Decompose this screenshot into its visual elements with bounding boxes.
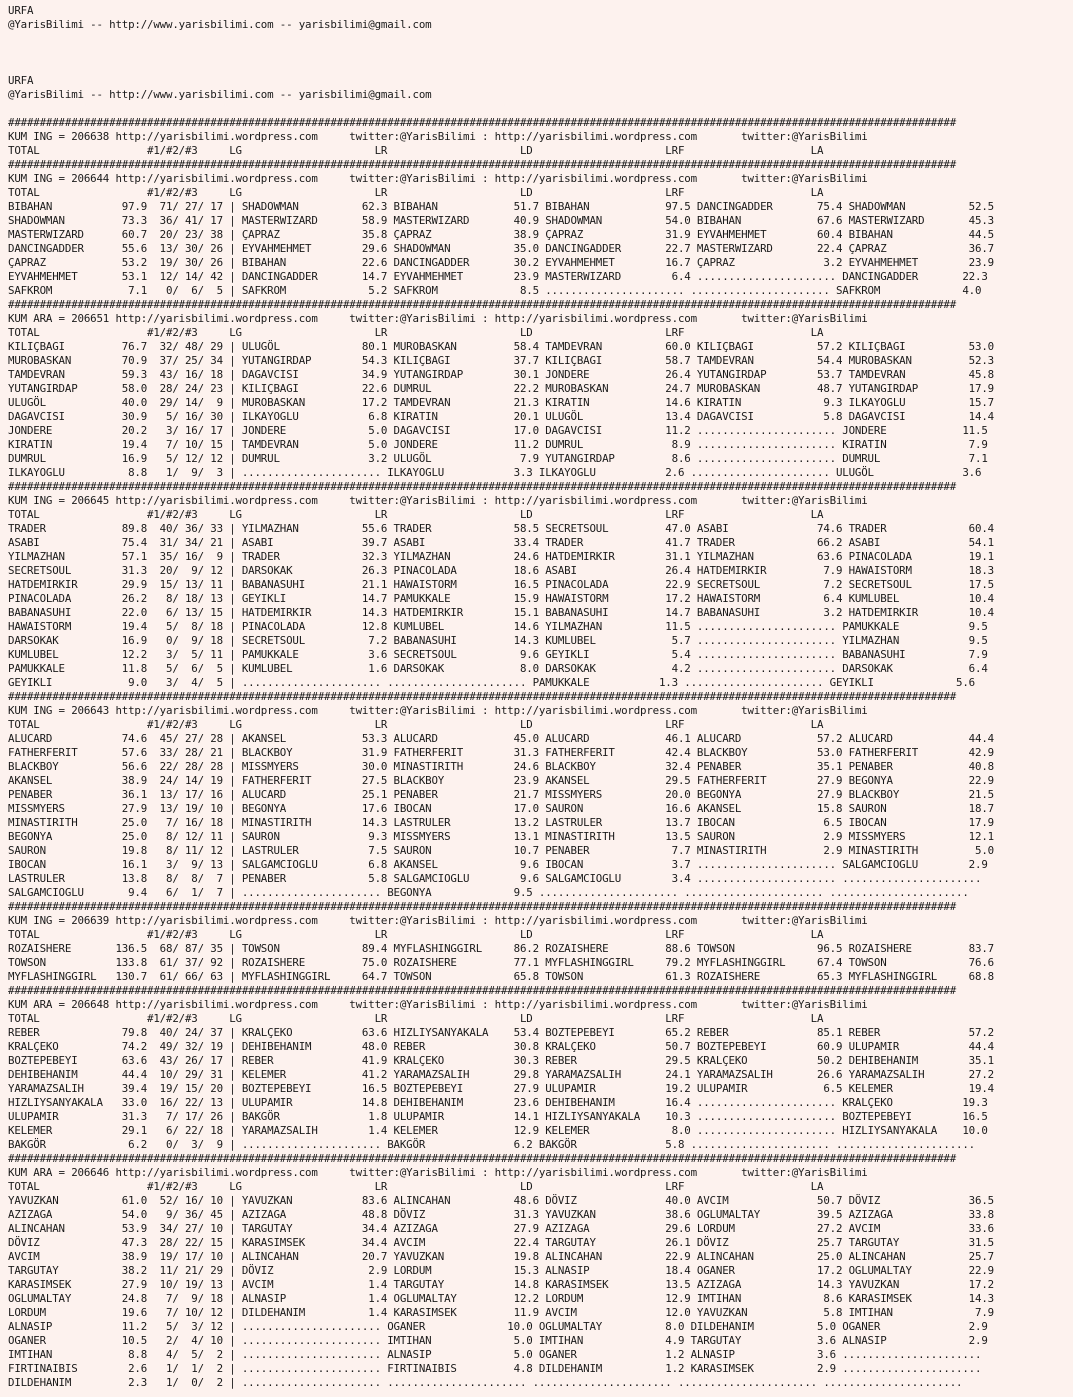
horse-row: TAMDEVRAN 59.3 43/ 16/ 18 | DAGAVCISI 34.9 YUTANGIRDAP 30.1 JONDERE 26.4 YUTANGIRDAP 53.7 TAMDEVRAN 45.8 <box>8 368 994 381</box>
horse-row: LORDUM 19.6 7/ 10/ 12 | DILDEHANIM 1.4 KARASIMSEK 11.9 AVCIM 12.0 YAVUZKAN 5.8 IMTIHAN 7.9 <box>8 1306 994 1319</box>
horse-row: AKANSEL 38.9 24/ 14/ 19 | FATHERFERIT 27.5 BLACKBOY 23.9 AKANSEL 29.5 FATHERFERIT 27.9 BEGONYA 22.9 <box>8 774 994 787</box>
column-header-line: TOTAL #1/#2/#3 LG LR LD LRF LA <box>8 718 824 731</box>
horse-row: DUMRUL 16.9 5/ 12/ 12 | DUMRUL 3.2 ULUGÖL 7.9 YUTANGIRDAP 8.6 ...................... DUMRUL 7.1 <box>8 452 988 465</box>
horse-row: PAMUKKALE 11.8 5/ 6/ 5 | KUMLUBEL 1.6 DARSOKAK 8.0 DARSOKAK 4.2 ...................... DARSOKAK 6.4 <box>8 662 988 675</box>
horse-row: DANCINGADDER 55.6 13/ 30/ 26 | EYVAHMEHMET 29.6 SHADOWMAN 35.0 DANCINGADDER 22.7 MASTERWIZARD 22.4 ÇAPRAZ 36.7 <box>8 242 994 255</box>
horse-row: KILIÇBAGI 76.7 32/ 48/ 29 | ULUGÖL 80.1 MUROBASKAN 58.4 TAMDEVRAN 60.0 KILIÇBAGI 57.2 KILIÇBAGI 53.0 <box>8 340 994 353</box>
horse-row: AZIZAGA 54.0 9/ 36/ 45 | AZIZAGA 48.8 DÖVIZ 31.3 YAVUZKAN 38.6 OGLUMALTAY 39.5 AZIZAGA 33.8 <box>8 1208 994 1221</box>
horse-row: KUMLUBEL 12.2 3/ 5/ 11 | PAMUKKALE 3.6 SECRETSOUL 9.6 GEYIKLI 5.4 ...................... BABANASUHI 7.9 <box>8 648 988 661</box>
horse-row: LASTRULER 13.8 8/ 8/ 7 | PENABER 5.8 SALGAMCIOGLU 9.6 SALGAMCIOGLU 3.4 ...................... ...................... <box>8 872 982 885</box>
contact-line: @YarisBilimi -- http://www.yarisbilimi.com -- yarisbilimi@gmail.com <box>8 18 432 31</box>
separator-line: ###################################################################################################################################################### <box>8 1152 957 1165</box>
horse-row: SECRETSOUL 31.3 20/ 9/ 12 | DARSOKAK 26.3 PINACOLADA 18.6 ASABI 26.4 HATDEMIRKIR 7.9 HAWAISTORM 18.3 <box>8 564 994 577</box>
horse-row: SAURON 19.8 8/ 11/ 12 | LASTRULER 7.5 SAURON 10.7 PENABER 7.7 MINASTIRITH 2.9 MINASTIRITH 5.0 <box>8 844 994 857</box>
horse-row: MYFLASHINGGIRL 130.7 61/ 66/ 63 | MYFLASHINGGIRL 64.7 TOWSON 65.8 TOWSON 61.3 ROZAISHERE 65.3 MYFLASHINGGIRL 68.8 <box>8 970 994 983</box>
column-header-line: TOTAL #1/#2/#3 LG LR LD LRF LA <box>8 928 824 941</box>
horse-row: DÖVIZ 47.3 28/ 22/ 15 | KARASIMSEK 34.4 AVCIM 22.4 TARGUTAY 26.1 DÖVIZ 25.7 TARGUTAY 31.5 <box>8 1236 994 1249</box>
horse-row: ÇAPRAZ 53.2 19/ 30/ 26 | BIBAHAN 22.6 DANCINGADDER 30.2 EYVAHMEHMET 16.7 ÇAPRAZ 3.2 EYVAHMEHMET 23.9 <box>8 256 994 269</box>
column-header-line: TOTAL #1/#2/#3 LG LR LD LRF LA <box>8 508 824 521</box>
horse-row: SAFKROM 7.1 0/ 6/ 5 | SAFKROM 5.2 SAFKROM 8.5 ...................... ...................... SAFKROM 4.0 <box>8 284 982 297</box>
horse-row: GEYIKLI 9.0 3/ 4/ 5 | ...................... ...................... PAMUKKALE 1.3 ...................... GEYIKLI 5.6 <box>8 676 976 689</box>
blank-line <box>8 32 1073 46</box>
horse-row: JONDERE 20.2 3/ 16/ 17 | JONDERE 5.0 DAGAVCISI 17.0 DAGAVCISI 11.2 ...................... JONDERE 11.5 <box>8 424 988 437</box>
horse-row: DEHIBEHANIM 44.4 10/ 29/ 31 | KELEMER 41.2 YARAMAZSALIH 29.8 YARAMAZSALIH 24.1 YARAMAZSALIH 26.6 YARAMAZSALIH 27.2 <box>8 1068 994 1081</box>
horse-row: DILDEHANIM 2.3 1/ 0/ 2 | ...................... ...................... ...................... ...................... ...................... <box>8 1376 963 1389</box>
race-header-line: KUM ING = 206639 http://yarisbilimi.wordpress.com twitter:@YarisBilimi : http://yarisbilimi.wordpress.com twitter:@YarisBilimi <box>8 914 868 927</box>
separator-line: ###################################################################################################################################################### <box>8 984 957 997</box>
horse-row: OGANER 10.5 2/ 4/ 10 | ...................... IMTIHAN 5.0 IMTIHAN 4.9 TARGUTAY 3.6 ALNASIP 2.9 <box>8 1334 988 1347</box>
horse-row: YAVUZKAN 61.0 52/ 16/ 10 | YAVUZKAN 83.6 ALINCAHAN 48.6 DÖVIZ 40.0 AVCIM 50.7 DÖVIZ 36.5 <box>8 1194 994 1207</box>
horse-row: PENABER 36.1 13/ 17/ 16 | ALUCARD 25.1 PENABER 21.7 MISSMYERS 20.0 BEGONYA 27.9 BLACKBOY 21.5 <box>8 788 994 801</box>
horse-row: TOWSON 133.8 61/ 37/ 92 | ROZAISHERE 75.0 ROZAISHERE 77.1 MYFLASHINGGIRL 79.2 MYFLASHINGGIRL 67.4 TOWSON 76.6 <box>8 956 994 969</box>
separator-line: ###################################################################################################################################################### <box>8 480 957 493</box>
horse-row: OGLUMALTAY 24.8 7/ 9/ 18 | ALNASIP 1.4 OGLUMALTAY 12.2 LORDUM 12.9 IMTIHAN 8.6 KARASIMSEK 14.3 <box>8 1292 994 1305</box>
horse-row: KARASIMSEK 27.9 10/ 19/ 13 | AVCIM 1.4 TARGUTAY 14.8 KARASIMSEK 13.5 AZIZAGA 14.3 YAVUZKAN 17.2 <box>8 1278 994 1291</box>
horse-row: HAWAISTORM 19.4 5/ 8/ 18 | PINACOLADA 12.8 KUMLUBEL 14.6 YILMAZHAN 11.5 ...................... PAMUKKALE 9.5 <box>8 620 988 633</box>
horse-row: ULUGÖL 40.0 29/ 14/ 9 | MUROBASKAN 17.2 TAMDEVRAN 21.3 KIRATIN 14.6 KIRATIN 9.3 ILKAYOGLU 15.7 <box>8 396 994 409</box>
race-header-line: KUM ING = 206644 http://yarisbilimi.wordpress.com twitter:@YarisBilimi : http://yarisbilimi.wordpress.com twitter:@YarisBilimi <box>8 172 868 185</box>
race-header-line: KUM ING = 206645 http://yarisbilimi.wordpress.com twitter:@YarisBilimi : http://yarisbilimi.wordpress.com twitter:@YarisBilimi <box>8 494 868 507</box>
race-header-line: KUM ING = 206638 http://yarisbilimi.wordpress.com twitter:@YarisBilimi : http://yarisbilimi.wordpress.com twitter:@YarisBilimi <box>8 130 868 143</box>
horse-row: ASABI 75.4 31/ 34/ 21 | ASABI 39.7 ASABI 33.4 TRADER 41.7 TRADER 66.2 ASABI 54.1 <box>8 536 994 549</box>
column-header-line: TOTAL #1/#2/#3 LG LR LD LRF LA <box>8 144 824 157</box>
separator-line: ###################################################################################################################################################### <box>8 116 957 129</box>
horse-row: BIBAHAN 97.9 71/ 27/ 17 | SHADOWMAN 62.3 BIBAHAN 51.7 BIBAHAN 97.5 DANCINGADDER 75.4 SHADOWMAN 52.5 <box>8 200 994 213</box>
horse-row: HIZLIYSANYAKALA 33.0 16/ 22/ 13 | ULUPAMIR 14.8 DEHIBEHANIM 23.6 DEHIBEHANIM 16.4 ...................... KRALÇEKO 19.3 <box>8 1096 988 1109</box>
column-header-line: TOTAL #1/#2/#3 LG LR LD LRF LA <box>8 326 824 339</box>
horse-row: ROZAISHERE 136.5 68/ 87/ 35 | TOWSON 89.4 MYFLASHINGGIRL 86.2 ROZAISHERE 88.6 TOWSON 96.5 ROZAISHERE 83.7 <box>8 942 994 955</box>
race-header-line: KUM ARA = 206646 http://yarisbilimi.wordpress.com twitter:@YarisBilimi : http://yarisbilimi.wordpress.com twitter:@YarisBilimi <box>8 1166 868 1179</box>
horse-row: AVCIM 38.9 19/ 17/ 10 | ALINCAHAN 20.7 YAVUZKAN 19.8 ALINCAHAN 22.9 ALINCAHAN 25.0 ALINCAHAN 25.7 <box>8 1250 994 1263</box>
horse-row: BLACKBOY 56.6 22/ 28/ 28 | MISSMYERS 30.0 MINASTIRITH 24.6 BLACKBOY 32.4 PENABER 35.1 PENABER 40.8 <box>8 760 994 773</box>
blank-line <box>8 60 1073 74</box>
horse-row: DAGAVCISI 30.9 5/ 16/ 30 | ILKAYOGLU 6.8 KIRATIN 20.1 ULUGÖL 13.4 DAGAVCISI 5.8 DAGAVCISI 14.4 <box>8 410 994 423</box>
horse-row: FATHERFERIT 57.6 33/ 28/ 21 | BLACKBOY 31.9 FATHERFERIT 31.3 FATHERFERIT 42.4 BLACKBOY 53.0 FATHERFERIT 42.9 <box>8 746 994 759</box>
column-header-line: TOTAL #1/#2/#3 LG LR LD LRF LA <box>8 1180 824 1193</box>
horse-row: MUROBASKAN 70.9 37/ 25/ 34 | YUTANGIRDAP 54.3 KILIÇBAGI 37.7 KILIÇBAGI 58.7 TAMDEVRAN 54.4 MUROBASKAN 52.3 <box>8 354 994 367</box>
horse-row: BOZTEPEBEYI 63.6 43/ 26/ 17 | REBER 41.9 KRALÇEKO 30.3 REBER 29.5 KRALÇEKO 50.2 DEHIBEHANIM 35.1 <box>8 1054 994 1067</box>
separator-line: ###################################################################################################################################################### <box>8 298 957 311</box>
horse-row: IMTIHAN 8.8 4/ 5/ 2 | ...................... ALNASIP 5.0 OGANER 1.2 ALNASIP 3.6 ...................... <box>8 1348 982 1361</box>
horse-row: KRALÇEKO 74.2 49/ 32/ 19 | DEHIBEHANIM 48.0 REBER 30.8 KRALÇEKO 50.7 BOZTEPEBEYI 60.9 ULUPAMIR 44.4 <box>8 1040 994 1053</box>
horse-row: TARGUTAY 38.2 11/ 21/ 29 | DÖVIZ 2.9 LORDUM 15.3 ALNASIP 18.4 OGANER 17.2 OGLUMALTAY 22.9 <box>8 1264 994 1277</box>
horse-row: KELEMER 29.1 6/ 22/ 18 | YARAMAZSALIH 1.4 KELEMER 12.9 KELEMER 8.0 ...................... HIZLIYSANYAKALA 10.0 <box>8 1124 988 1137</box>
horse-row: ALNASIP 11.2 5/ 3/ 12 | ...................... OGANER 10.0 OGLUMALTAY 8.0 DILDEHANIM 5.0 OGANER 2.9 <box>8 1320 988 1333</box>
horse-row: SALGAMCIOGLU 9.4 6/ 1/ 7 | ...................... BEGONYA 9.5 ...................... ...................... ...................... <box>8 886 969 899</box>
horse-row: MISSMYERS 27.9 13/ 19/ 10 | BEGONYA 17.6 IBOCAN 17.0 SAURON 16.6 AKANSEL 15.8 SAURON 18.7 <box>8 802 994 815</box>
horse-row: EYVAHMEHMET 53.1 12/ 14/ 42 | DANCINGADDER 14.7 EYVAHMEHMET 23.9 MASTERWIZARD 6.4 ...................... DANCINGADDER 22.3 <box>8 270 988 283</box>
horse-row: ALINCAHAN 53.9 34/ 27/ 10 | TARGUTAY 34.4 AZIZAGA 27.9 AZIZAGA 29.6 LORDUM 27.2 AVCIM 33.6 <box>8 1222 994 1235</box>
horse-row: HATDEMIRKIR 29.9 15/ 13/ 11 | BABANASUHI 21.1 HAWAISTORM 16.5 PINACOLADA 22.9 SECRETSOUL 7.2 SECRETSOUL 17.5 <box>8 578 994 591</box>
race-header-line: KUM ING = 206643 http://yarisbilimi.wordpress.com twitter:@YarisBilimi : http://yarisbilimi.wordpress.com twitter:@YarisBilimi <box>8 704 868 717</box>
separator-line: ###################################################################################################################################################### <box>8 900 957 913</box>
separator-line: ###################################################################################################################################################### <box>8 158 957 171</box>
horse-row: MINASTIRITH 25.0 7/ 16/ 18 | MINASTIRITH 14.3 LASTRULER 13.2 LASTRULER 13.7 IBOCAN 6.5 IBOCAN 17.9 <box>8 816 994 829</box>
horse-row: KIRATIN 19.4 7/ 10/ 15 | TAMDEVRAN 5.0 JONDERE 11.2 DUMRUL 8.9 ...................... KIRATIN 7.9 <box>8 438 988 451</box>
horse-row: REBER 79.8 40/ 24/ 37 | KRALÇEKO 63.6 HIZLIYSANYAKALA 53.4 BOZTEPEBEYI 65.2 REBER 85.1 REBER 57.2 <box>8 1026 994 1039</box>
city-title: URFA <box>8 74 34 87</box>
race-header-line: KUM ARA = 206648 http://yarisbilimi.wordpress.com twitter:@YarisBilimi : http://yarisbilimi.wordpress.com twitter:@YarisBilimi <box>8 998 868 1011</box>
horse-row: ULUPAMIR 31.3 7/ 17/ 26 | BAKGÖR 1.8 ULUPAMIR 14.1 HIZLIYSANYAKALA 10.3 ...................... BOZTEPEBEYI 16.5 <box>8 1110 988 1123</box>
horse-row: YARAMAZSALIH 39.4 19/ 15/ 20 | BOZTEPEBEYI 16.5 BOZTEPEBEYI 27.9 ULUPAMIR 19.2 ULUPAMIR 6.5 KELEMER 19.4 <box>8 1082 994 1095</box>
horse-row: BAKGÖR 6.2 0/ 3/ 9 | ...................... BAKGÖR 6.2 BAKGÖR 5.8 ...................... ...................... <box>8 1138 976 1151</box>
blank-line <box>8 102 1073 116</box>
horse-row: BEGONYA 25.0 8/ 12/ 11 | SAURON 9.3 MISSMYERS 13.1 MINASTIRITH 13.5 SAURON 2.9 MISSMYERS 12.1 <box>8 830 994 843</box>
horse-row: FIRTINAIBIS 2.6 1/ 1/ 2 | ...................... FIRTINAIBIS 4.8 DILDEHANIM 1.2 KARASIMSEK 2.9 ...................... <box>8 1362 982 1375</box>
horse-row: SHADOWMAN 73.3 36/ 41/ 17 | MASTERWIZARD 58.9 MASTERWIZARD 40.9 SHADOWMAN 54.0 BIBAHAN 67.6 MASTERWIZARD 45.3 <box>8 214 994 227</box>
horse-row: TRADER 89.8 40/ 36/ 33 | YILMAZHAN 55.6 TRADER 58.5 SECRETSOUL 47.0 ASABI 74.6 TRADER 60.4 <box>8 522 994 535</box>
horse-row: YUTANGIRDAP 58.0 28/ 24/ 23 | KILIÇBAGI 22.6 DUMRUL 22.2 MUROBASKAN 24.7 MUROBASKAN 48.7 YUTANGIRDAP 17.9 <box>8 382 994 395</box>
city-title: URFA <box>8 4 34 17</box>
blank-line <box>8 46 1073 60</box>
column-header-line: TOTAL #1/#2/#3 LG LR LD LRF LA <box>8 186 824 199</box>
column-header-line: TOTAL #1/#2/#3 LG LR LD LRF LA <box>8 1012 824 1025</box>
horse-row: DARSOKAK 16.9 0/ 9/ 18 | SECRETSOUL 7.2 BABANASUHI 14.3 KUMLUBEL 5.7 ...................... YILMAZHAN 9.5 <box>8 634 988 647</box>
horse-row: MASTERWIZARD 60.7 20/ 23/ 38 | ÇAPRAZ 35.8 ÇAPRAZ 38.9 ÇAPRAZ 31.9 EYVAHMEHMET 60.4 BIBAHAN 44.5 <box>8 228 994 241</box>
horse-row: ALUCARD 74.6 45/ 27/ 28 | AKANSEL 53.3 ALUCARD 45.0 ALUCARD 46.1 ALUCARD 57.2 ALUCARD 44.4 <box>8 732 994 745</box>
horse-row: PINACOLADA 26.2 8/ 18/ 13 | GEYIKLI 14.7 PAMUKKALE 15.9 HAWAISTORM 17.2 HAWAISTORM 6.4 KUMLUBEL 10.4 <box>8 592 994 605</box>
horse-row: YILMAZHAN 57.1 35/ 16/ 9 | TRADER 32.3 YILMAZHAN 24.6 HATDEMIRKIR 31.1 YILMAZHAN 63.6 PINACOLADA 19.1 <box>8 550 994 563</box>
contact-line: @YarisBilimi -- http://www.yarisbilimi.com -- yarisbilimi@gmail.com <box>8 88 432 101</box>
separator-line: ###################################################################################################################################################### <box>8 690 957 703</box>
race-header-line: KUM ARA = 206651 http://yarisbilimi.wordpress.com twitter:@YarisBilimi : http://yarisbilimi.wordpress.com twitter:@YarisBilimi <box>8 312 868 325</box>
horse-row: IBOCAN 16.1 3/ 9/ 13 | SALGAMCIOGLU 6.8 AKANSEL 9.6 IBOCAN 3.7 ...................... SALGAMCIOGLU 2.9 <box>8 858 988 871</box>
horse-row: BABANASUHI 22.0 6/ 13/ 15 | HATDEMIRKIR 14.3 HATDEMIRKIR 15.1 BABANASUHI 14.7 BABANASUHI 3.2 HATDEMIRKIR 10.4 <box>8 606 994 619</box>
horse-row: ILKAYOGLU 8.8 1/ 9/ 3 | ...................... ILKAYOGLU 3.3 ILKAYOGLU 2.6 ...................... ULUGÖL 3.6 <box>8 466 982 479</box>
